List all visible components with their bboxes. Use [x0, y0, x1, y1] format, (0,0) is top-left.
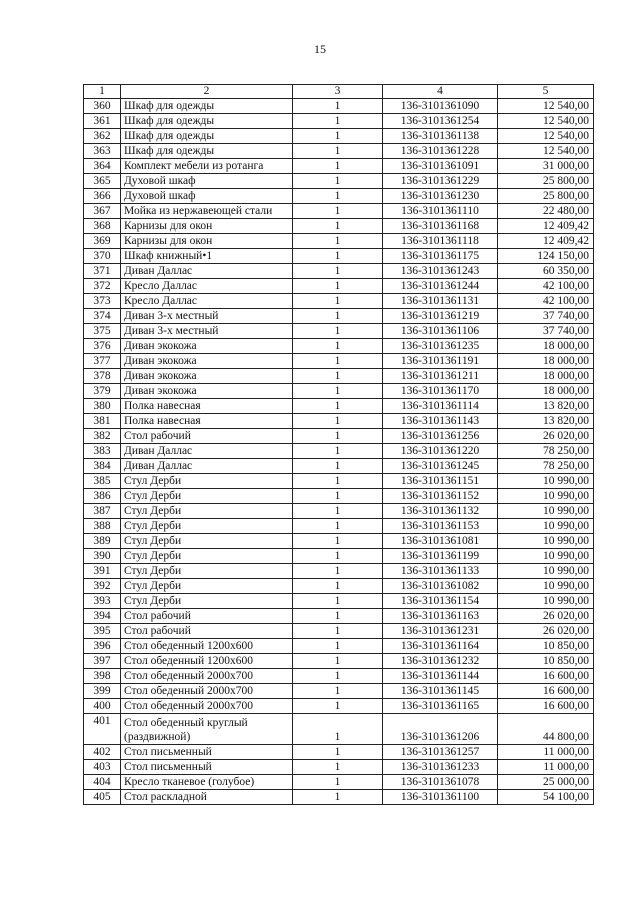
quantity-cell: 1	[293, 699, 383, 714]
quantity-cell: 1	[293, 384, 383, 399]
price-cell: 25 800,00	[498, 174, 594, 189]
quantity-cell: 1	[293, 204, 383, 219]
inventory-number-cell: 136-3101361243	[383, 264, 498, 279]
price-cell: 11 000,00	[498, 745, 594, 760]
inventory-number-cell: 136-3101361165	[383, 699, 498, 714]
table-row	[84, 534, 594, 549]
column-header-1: 1	[84, 85, 121, 99]
row-number-cell: 396	[84, 639, 121, 654]
price-cell: 10 850,00	[498, 639, 594, 654]
price-cell: 18 000,00	[498, 354, 594, 369]
row-number-cell: 379	[84, 384, 121, 399]
table-row	[84, 444, 594, 459]
row-number-cell: 369	[84, 234, 121, 249]
item-name-cell: Стол обеденный 2000х700	[121, 699, 293, 714]
quantity-cell: 1	[293, 519, 383, 534]
table-row	[84, 174, 594, 189]
item-name-cell: Диван 3-х местный	[121, 324, 293, 339]
price-cell: 10 990,00	[498, 489, 594, 504]
inventory-number-cell: 136-3101361229	[383, 174, 498, 189]
item-name-cell: Диван экокожа	[121, 339, 293, 354]
price-cell: 12 540,00	[498, 114, 594, 129]
row-number-cell: 391	[84, 564, 121, 579]
price-cell: 10 990,00	[498, 549, 594, 564]
row-number-cell: 374	[84, 309, 121, 324]
price-cell: 10 850,00	[498, 654, 594, 669]
row-number-cell: 398	[84, 669, 121, 684]
price-cell: 25 800,00	[498, 189, 594, 204]
quantity-cell: 1	[293, 129, 383, 144]
price-cell: 78 250,00	[498, 444, 594, 459]
row-number-cell: 362	[84, 129, 121, 144]
quantity-cell: 1	[293, 745, 383, 760]
row-number-cell: 371	[84, 264, 121, 279]
quantity-cell: 1	[293, 654, 383, 669]
table-row	[84, 459, 594, 474]
table-row	[84, 414, 594, 429]
item-name-cell: Стол обеденный 2000х700	[121, 669, 293, 684]
row-number-cell: 363	[84, 144, 121, 159]
row-number-cell: 373	[84, 294, 121, 309]
row-number-cell: 385	[84, 474, 121, 489]
item-name-cell: Стол рабочий	[121, 624, 293, 639]
row-number-cell: 377	[84, 354, 121, 369]
table-row	[84, 309, 594, 324]
quantity-cell: 1	[293, 489, 383, 504]
inventory-number-cell: 136-3101361154	[383, 594, 498, 609]
inventory-number-cell: 136-3101361220	[383, 444, 498, 459]
inventory-number-cell: 136-3101361145	[383, 684, 498, 699]
price-cell: 10 990,00	[498, 519, 594, 534]
item-name-cell: Диван экокожа	[121, 354, 293, 369]
inventory-number-cell: 136-3101361254	[383, 114, 498, 129]
price-cell: 37 740,00	[498, 309, 594, 324]
item-name-cell: Диван экокожа	[121, 369, 293, 384]
row-number-cell: 360	[84, 99, 121, 114]
row-number-cell: 370	[84, 249, 121, 264]
column-header-2: 2	[121, 85, 293, 99]
inventory-number-cell: 136-3101361106	[383, 324, 498, 339]
row-number-cell: 397	[84, 654, 121, 669]
price-cell: 60 350,00	[498, 264, 594, 279]
table-row	[84, 564, 594, 579]
quantity-cell: 1	[293, 639, 383, 654]
row-number-cell: 402	[84, 745, 121, 760]
table-row	[84, 204, 594, 219]
item-name-cell: Стол раскладной	[121, 790, 293, 805]
table-row	[84, 699, 594, 714]
item-name-cell: Шкаф для одежды	[121, 114, 293, 129]
table-row	[84, 474, 594, 489]
inventory-number-cell: 136-3101361228	[383, 144, 498, 159]
table-row	[84, 504, 594, 519]
page-number: 15	[314, 42, 326, 56]
quantity-cell: 1	[293, 669, 383, 684]
quantity-cell: 1	[293, 159, 383, 174]
table-row	[84, 99, 594, 114]
table-row	[84, 760, 594, 775]
inventory-number-cell: 136-3101361133	[383, 564, 498, 579]
table-row	[84, 384, 594, 399]
price-cell: 12 540,00	[498, 129, 594, 144]
item-name-cell: Кресло Даллас	[121, 279, 293, 294]
table-header-row	[84, 85, 594, 99]
row-number-cell: 405	[84, 790, 121, 805]
table-body	[84, 99, 594, 805]
price-cell: 10 990,00	[498, 534, 594, 549]
quantity-cell: 1	[293, 114, 383, 129]
item-name-cell: Полка навесная	[121, 399, 293, 414]
item-name-cell: Стол обеденный круглый (раздвижной)	[121, 714, 293, 745]
quantity-cell: 1	[293, 414, 383, 429]
price-cell: 25 000,00	[498, 775, 594, 790]
table-row	[84, 399, 594, 414]
item-name-cell: Стол обеденный 1200х600	[121, 654, 293, 669]
row-number-cell: 394	[84, 609, 121, 624]
price-cell: 10 990,00	[498, 594, 594, 609]
table-row	[84, 745, 594, 760]
item-name-cell: Стол обеденный 1200х600	[121, 639, 293, 654]
price-cell: 44 800,00	[498, 714, 594, 745]
table-row	[84, 339, 594, 354]
item-name-cell: Карнизы для окон	[121, 219, 293, 234]
item-name-cell: Духовой шкаф	[121, 174, 293, 189]
inventory-number-cell: 136-3101361152	[383, 489, 498, 504]
row-number-cell: 383	[84, 444, 121, 459]
item-name-cell: Полка навесная	[121, 414, 293, 429]
inventory-number-cell: 136-3101361118	[383, 234, 498, 249]
quantity-cell: 1	[293, 775, 383, 790]
item-name-cell: Шкаф книжный•1	[121, 249, 293, 264]
price-cell: 16 600,00	[498, 684, 594, 699]
item-name-cell: Мойка из нержавеющей стали	[121, 204, 293, 219]
inventory-number-cell: 136-3101361256	[383, 429, 498, 444]
inventory-number-cell: 136-3101361110	[383, 204, 498, 219]
quantity-cell: 1	[293, 760, 383, 775]
inventory-number-cell: 136-3101361151	[383, 474, 498, 489]
price-cell: 78 250,00	[498, 459, 594, 474]
quantity-cell: 1	[293, 99, 383, 114]
row-number-cell: 395	[84, 624, 121, 639]
row-number-cell: 368	[84, 219, 121, 234]
table-row	[84, 519, 594, 534]
price-cell: 22 480,00	[498, 204, 594, 219]
row-number-cell: 376	[84, 339, 121, 354]
item-name-cell: Карнизы для окон	[121, 234, 293, 249]
item-name-cell: Стол рабочий	[121, 609, 293, 624]
price-cell: 16 600,00	[498, 669, 594, 684]
item-name-cell: Стол обеденный 2000х700	[121, 684, 293, 699]
price-cell: 18 000,00	[498, 339, 594, 354]
inventory-number-cell: 136-3101361100	[383, 790, 498, 805]
price-cell: 42 100,00	[498, 279, 594, 294]
inventory-number-cell: 136-3101361091	[383, 159, 498, 174]
item-name-cell: Диван Даллас	[121, 459, 293, 474]
item-name-cell: Стул Дерби	[121, 474, 293, 489]
quantity-cell: 1	[293, 429, 383, 444]
quantity-cell: 1	[293, 249, 383, 264]
quantity-cell: 1	[293, 594, 383, 609]
inventory-number-cell: 136-3101361206	[383, 714, 498, 745]
inventory-number-cell: 136-3101361231	[383, 624, 498, 639]
inventory-number-cell: 136-3101361233	[383, 760, 498, 775]
quantity-cell: 1	[293, 624, 383, 639]
table-row	[84, 354, 594, 369]
item-name-cell: Стул Дерби	[121, 504, 293, 519]
row-number-cell: 375	[84, 324, 121, 339]
item-name-cell: Стул Дерби	[121, 519, 293, 534]
price-cell: 12 409,42	[498, 234, 594, 249]
item-name-cell: Стул Дерби	[121, 549, 293, 564]
inventory-number-cell: 136-3101361175	[383, 249, 498, 264]
row-number-cell: 387	[84, 504, 121, 519]
item-name-cell: Шкаф для одежды	[121, 144, 293, 159]
inventory-number-cell: 136-3101361219	[383, 309, 498, 324]
quantity-cell: 1	[293, 579, 383, 594]
table-row	[84, 264, 594, 279]
table-row	[84, 129, 594, 144]
row-number-cell: 401	[84, 714, 121, 745]
inventory-number-cell: 136-3101361163	[383, 609, 498, 624]
table-row	[84, 234, 594, 249]
table-row	[84, 294, 594, 309]
inventory-number-cell: 136-3101361153	[383, 519, 498, 534]
inventory-number-cell: 136-3101361082	[383, 579, 498, 594]
price-cell: 12 409,42	[498, 219, 594, 234]
row-number-cell: 372	[84, 279, 121, 294]
row-number-cell: 382	[84, 429, 121, 444]
table-row	[84, 669, 594, 684]
quantity-cell: 1	[293, 549, 383, 564]
table-row	[84, 549, 594, 564]
price-cell: 37 740,00	[498, 324, 594, 339]
row-number-cell: 389	[84, 534, 121, 549]
inventory-table	[83, 84, 594, 805]
row-number-cell: 386	[84, 489, 121, 504]
quantity-cell: 1	[293, 474, 383, 489]
price-cell: 13 820,00	[498, 399, 594, 414]
item-name-cell: Шкаф для одежды	[121, 99, 293, 114]
quantity-cell: 1	[293, 219, 383, 234]
column-header-3: 3	[293, 85, 383, 99]
row-number-cell: 365	[84, 174, 121, 189]
quantity-cell: 1	[293, 264, 383, 279]
row-number-cell: 361	[84, 114, 121, 129]
inventory-number-cell: 136-3101361138	[383, 129, 498, 144]
price-cell: 26 020,00	[498, 429, 594, 444]
inventory-number-cell: 136-3101361199	[383, 549, 498, 564]
inventory-number-cell: 136-3101361211	[383, 369, 498, 384]
item-name-cell: Стул Дерби	[121, 579, 293, 594]
item-name-cell: Комплект мебели из ротанга	[121, 159, 293, 174]
table-row	[84, 144, 594, 159]
item-name-cell: Стол рабочий	[121, 429, 293, 444]
quantity-cell: 1	[293, 684, 383, 699]
row-number-cell: 392	[84, 579, 121, 594]
quantity-cell: 1	[293, 324, 383, 339]
price-cell: 10 990,00	[498, 564, 594, 579]
table-row	[84, 594, 594, 609]
price-cell: 12 540,00	[498, 144, 594, 159]
inventory-number-cell: 136-3101361131	[383, 294, 498, 309]
quantity-cell: 1	[293, 309, 383, 324]
row-number-cell: 367	[84, 204, 121, 219]
item-name-cell: Стул Дерби	[121, 534, 293, 549]
inventory-number-cell: 136-3101361090	[383, 99, 498, 114]
table-row	[84, 114, 594, 129]
quantity-cell: 1	[293, 234, 383, 249]
table-row	[84, 579, 594, 594]
table-row	[84, 775, 594, 790]
price-cell: 16 600,00	[498, 699, 594, 714]
row-number-cell: 390	[84, 549, 121, 564]
quantity-cell: 1	[293, 504, 383, 519]
row-number-cell: 366	[84, 189, 121, 204]
inventory-number-cell: 136-3101361143	[383, 414, 498, 429]
item-name-cell: Стул Дерби	[121, 594, 293, 609]
quantity-cell: 1	[293, 339, 383, 354]
quantity-cell: 1	[293, 790, 383, 805]
price-cell: 18 000,00	[498, 384, 594, 399]
table-row	[84, 714, 594, 745]
item-name-cell: Диван Даллас	[121, 444, 293, 459]
price-cell: 12 540,00	[498, 99, 594, 114]
table-row	[84, 429, 594, 444]
inventory-number-cell: 136-3101361235	[383, 339, 498, 354]
quantity-cell: 1	[293, 369, 383, 384]
price-cell: 10 990,00	[498, 474, 594, 489]
table-row	[84, 189, 594, 204]
table-row	[84, 159, 594, 174]
price-cell: 124 150,00	[498, 249, 594, 264]
inventory-number-cell: 136-3101361230	[383, 189, 498, 204]
table-row	[84, 249, 594, 264]
inventory-number-cell: 136-3101361132	[383, 504, 498, 519]
price-cell: 42 100,00	[498, 294, 594, 309]
inventory-number-cell: 136-3101361078	[383, 775, 498, 790]
price-cell: 13 820,00	[498, 414, 594, 429]
item-name-cell: Стул Дерби	[121, 564, 293, 579]
table-row	[84, 219, 594, 234]
row-number-cell: 364	[84, 159, 121, 174]
item-name-cell: Диван Даллас	[121, 264, 293, 279]
price-cell: 10 990,00	[498, 579, 594, 594]
table-row	[84, 369, 594, 384]
item-name-cell: Стол письменный	[121, 760, 293, 775]
quantity-cell: 1	[293, 609, 383, 624]
inventory-number-cell: 136-3101361245	[383, 459, 498, 474]
quantity-cell: 1	[293, 144, 383, 159]
inventory-number-cell: 136-3101361232	[383, 654, 498, 669]
quantity-cell: 1	[293, 174, 383, 189]
item-name-cell: Кресло тканевое (голубое)	[121, 775, 293, 790]
price-cell: 54 100,00	[498, 790, 594, 805]
inventory-number-cell: 136-3101361170	[383, 384, 498, 399]
row-number-cell: 388	[84, 519, 121, 534]
quantity-cell: 1	[293, 294, 383, 309]
quantity-cell: 1	[293, 444, 383, 459]
table-row	[84, 324, 594, 339]
item-name-cell: Стол письменный	[121, 745, 293, 760]
row-number-cell: 384	[84, 459, 121, 474]
row-number-cell: 399	[84, 684, 121, 699]
inventory-number-cell: 136-3101361164	[383, 639, 498, 654]
quantity-cell: 1	[293, 714, 383, 745]
price-cell: 31 000,00	[498, 159, 594, 174]
column-header-4: 4	[383, 85, 498, 99]
inventory-number-cell: 136-3101361244	[383, 279, 498, 294]
table-row	[84, 639, 594, 654]
inventory-number-cell: 136-3101361257	[383, 745, 498, 760]
row-number-cell: 381	[84, 414, 121, 429]
column-header-5: 5	[498, 85, 594, 99]
row-number-cell: 380	[84, 399, 121, 414]
inventory-number-cell: 136-3101361114	[383, 399, 498, 414]
price-cell: 26 020,00	[498, 624, 594, 639]
quantity-cell: 1	[293, 399, 383, 414]
price-cell: 18 000,00	[498, 369, 594, 384]
quantity-cell: 1	[293, 279, 383, 294]
table-row	[84, 279, 594, 294]
price-cell: 26 020,00	[498, 609, 594, 624]
row-number-cell: 404	[84, 775, 121, 790]
quantity-cell: 1	[293, 354, 383, 369]
inventory-number-cell: 136-3101361081	[383, 534, 498, 549]
table-row	[84, 684, 594, 699]
quantity-cell: 1	[293, 534, 383, 549]
quantity-cell: 1	[293, 459, 383, 474]
row-number-cell: 393	[84, 594, 121, 609]
inventory-number-cell: 136-3101361168	[383, 219, 498, 234]
table-row	[84, 624, 594, 639]
item-name-cell: Стул Дерби	[121, 489, 293, 504]
table-row	[84, 654, 594, 669]
quantity-cell: 1	[293, 189, 383, 204]
row-number-cell: 378	[84, 369, 121, 384]
item-name-cell: Шкаф для одежды	[121, 129, 293, 144]
row-number-cell: 403	[84, 760, 121, 775]
inventory-number-cell: 136-3101361191	[383, 354, 498, 369]
table-row	[84, 609, 594, 624]
row-number-cell: 400	[84, 699, 121, 714]
quantity-cell: 1	[293, 564, 383, 579]
item-name-cell: Диван 3-х местный	[121, 309, 293, 324]
table-row	[84, 489, 594, 504]
table-row	[84, 790, 594, 805]
price-cell: 11 000,00	[498, 760, 594, 775]
item-name-cell: Духовой шкаф	[121, 189, 293, 204]
item-name-cell: Кресло Даллас	[121, 294, 293, 309]
inventory-number-cell: 136-3101361144	[383, 669, 498, 684]
price-cell: 10 990,00	[498, 504, 594, 519]
item-name-cell: Диван экокожа	[121, 384, 293, 399]
